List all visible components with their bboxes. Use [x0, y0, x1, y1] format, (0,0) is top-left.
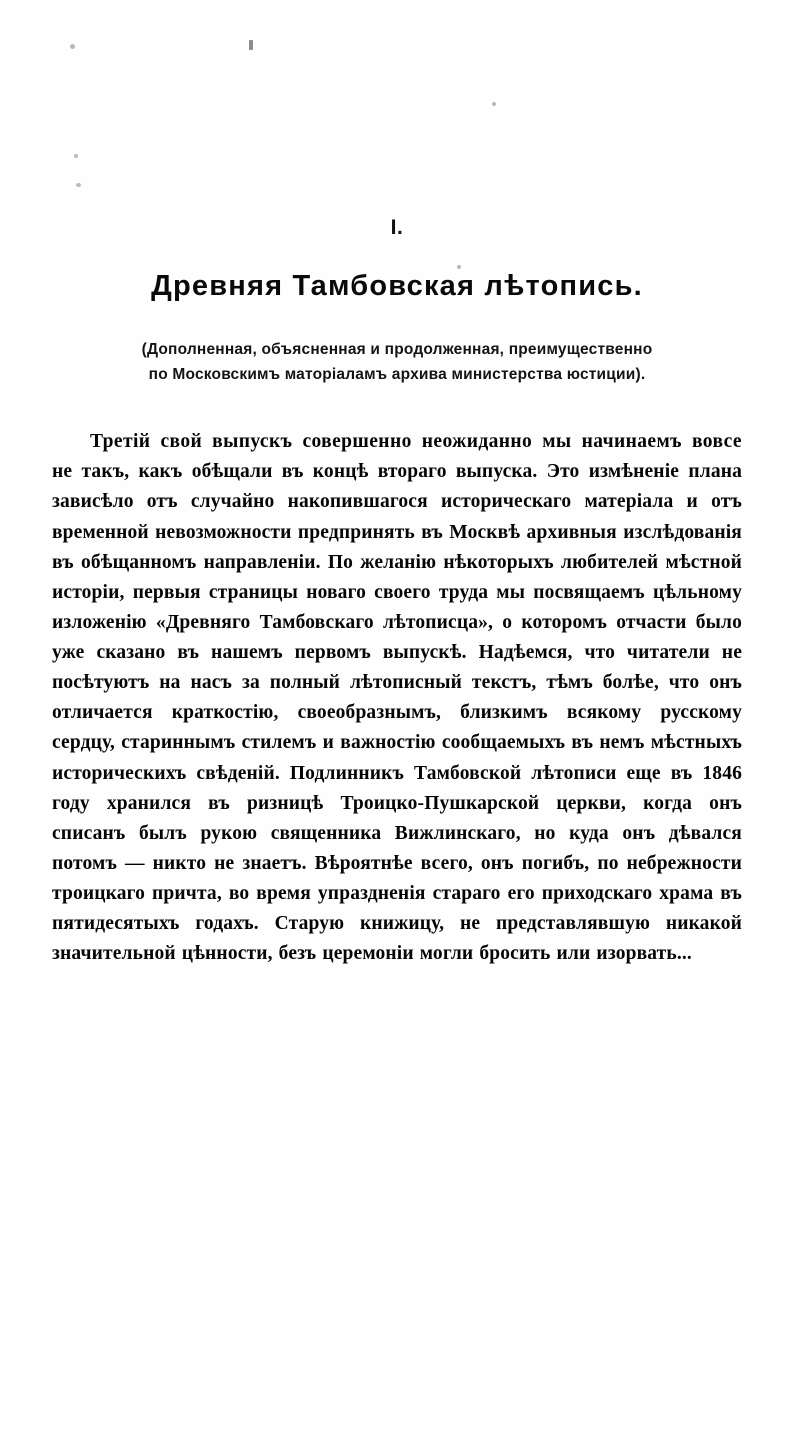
subtitle-line-2: по Московскимъ маторіаламъ архива министерства юстиции). [148, 366, 646, 384]
page-content [52, 216, 742, 969]
subtitle-line-1: (Дополненная, объясненная и продолженная, преимущественно [141, 341, 653, 358]
scan-speck [492, 102, 496, 106]
section-number: I. [390, 216, 404, 239]
body-text [52, 427, 742, 969]
scan-speck [249, 40, 253, 50]
scan-speck [70, 44, 75, 49]
page-title: Древняя Тамбовская лѣтопись. [151, 270, 643, 302]
body-paragraph: Третій свой выпускъ совершенно неожиданно мы начинаемъ вовсе не такъ, какъ обѣщали въ концѣ втораго выпуска. Это измѣненіе плана зависѣло отъ случайно накопившагося историческаго матеріала и отъ временной невозможности предпринять въ Москвѣ архивныя изслѣдованія въ обѣщанномъ направленіи. По желанію нѣкоторыхъ любителей мѣстной исторіи, первыя страницы новаго своего труда мы посвящаемъ цѣльному изложенію «Древняго Тамбовскаго лѣтописца», о которомъ отчасти было уже сказано въ нашемъ первомъ выпускѣ. Надѣемся, что читатели не посѣтуютъ на насъ за полный лѣтописный текстъ, тѣмъ болѣе, что онъ отличается краткостію, своеобразнымъ, близкимъ всякому русскому сердцу, стариннымъ стилемъ и важностію сообщаемыхъ въ немъ мѣстныхъ историческихъ свѣденій. Подлинникъ Тамбовской лѣтописи еще въ 1846 году хранился въ ризницѣ Троицко-Пушкарской церкви, когда онъ списанъ былъ рукою священника Вижлинскаго, но куда онъ дѣвался потомъ — никто не знаетъ. Вѣроятнѣе всего, онъ погибъ, по небрежности троицкаго причта, во время упраздненія стараго его приходскаго храма въ пятидесятыхъ годахъ. Старую книжицу, не представлявшую никакой значительной цѣнности, безъ церемоніи могли бросить или изорвать... [52, 431, 742, 965]
scan-speck [76, 183, 81, 187]
scan-speck [74, 154, 78, 158]
subtitle [52, 337, 742, 387]
